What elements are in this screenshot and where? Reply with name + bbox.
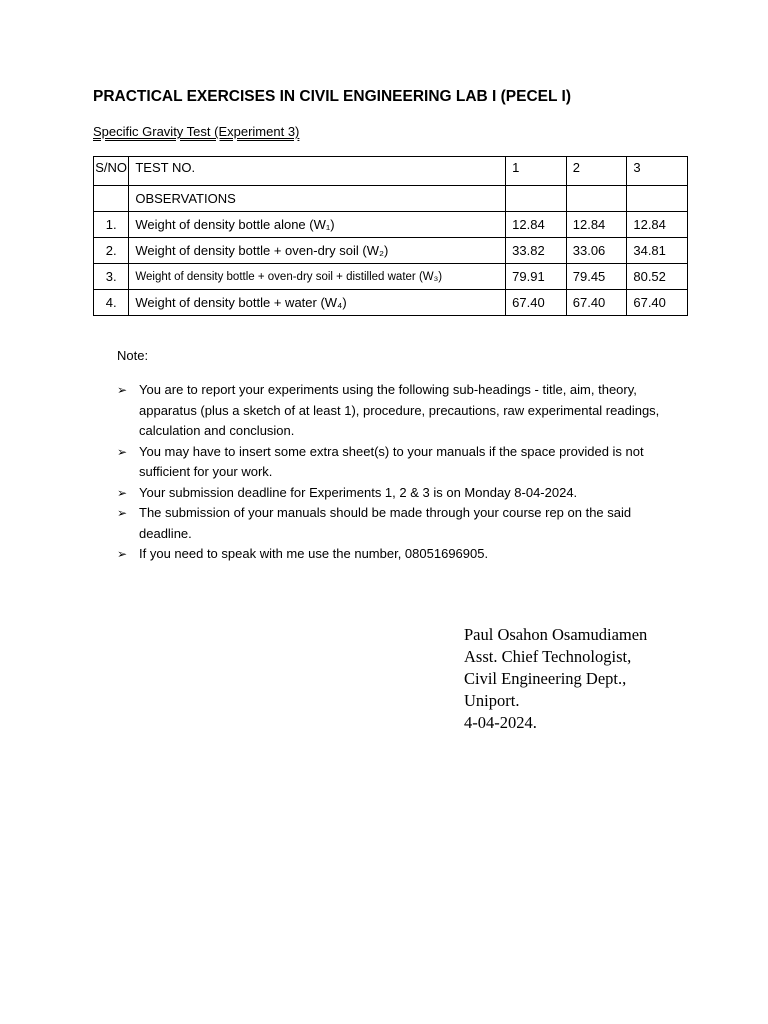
table-header-row xyxy=(94,157,688,186)
arrowhead-bullet-icon: ➢ xyxy=(117,547,128,561)
arrowhead-bullet-icon: ➢ xyxy=(117,485,128,500)
note-text: You are to report your experiments using the following sub-headings - title, aim, theory, apparatus (plus a sketch of at least 1), procedure, precautions, raw experimental readings, calculation and conclusion. xyxy=(139,382,660,438)
note-text: You may have to insert some extra sheet(s) to your manuals if the space provided is not sufficient for your work. xyxy=(139,443,644,479)
header-test-1: 1 xyxy=(506,157,567,186)
table-row xyxy=(94,290,688,316)
list-item xyxy=(117,503,677,544)
row-value-1: 79.91 xyxy=(506,264,567,290)
list-item xyxy=(117,442,677,483)
signature-block xyxy=(464,624,647,734)
table-row xyxy=(94,264,688,290)
list-item xyxy=(117,380,677,442)
signatory-department: Civil Engineering Dept., xyxy=(464,669,627,688)
arrowhead-bullet-icon: ➢ xyxy=(117,444,128,459)
row-value-1: 12.84 xyxy=(506,212,567,238)
row-value-3: 67.40 xyxy=(627,290,688,316)
row-sno: 3. xyxy=(94,264,129,290)
row-description: Weight of density bottle alone (W₁) xyxy=(129,212,506,238)
observations-table xyxy=(93,156,688,316)
row-value-2: 67.40 xyxy=(566,290,627,316)
header-test-2: 2 xyxy=(566,157,627,186)
list-item xyxy=(117,544,677,565)
signature-date: 4-04-2024. xyxy=(464,713,537,732)
row-value-2: 79.45 xyxy=(566,264,627,290)
empty-cell xyxy=(627,186,688,212)
note-label: Note: xyxy=(117,348,149,363)
row-description: Weight of density bottle + oven-dry soil (W₂) xyxy=(129,238,506,264)
table-row xyxy=(94,212,688,238)
signatory-name: Paul Osahon Osamudiamen xyxy=(464,625,648,644)
observations-label-row xyxy=(94,186,688,212)
list-item xyxy=(117,483,677,504)
table-row xyxy=(94,238,688,264)
document-title: PRACTICAL EXERCISES IN CIVIL ENGINEERING LAB I (PECEL I) xyxy=(93,88,571,105)
notes-list xyxy=(117,380,677,565)
note-text: The submission of your manuals should be made through your course rep on the said deadline. xyxy=(139,505,632,541)
signatory-institution: Uniport. xyxy=(464,691,520,710)
row-value-1: 33.82 xyxy=(506,238,567,264)
empty-cell xyxy=(566,186,627,212)
note-text: Your submission deadline for Experiments 1, 2 & 3 is on Monday 8-04-2024. xyxy=(139,484,578,500)
header-sno: S/NO xyxy=(94,157,129,186)
row-value-3: 34.81 xyxy=(627,238,688,264)
document-subtitle: Specific Gravity Test (Experiment 3) xyxy=(93,124,300,139)
signatory-position: Asst. Chief Technologist, xyxy=(464,647,632,666)
row-sno: 2. xyxy=(94,238,129,264)
row-description: Weight of density bottle + oven-dry soil + distilled water (W₃) xyxy=(129,264,506,290)
row-sno: 4. xyxy=(94,290,129,316)
header-test-3: 3 xyxy=(627,157,688,186)
row-value-2: 33.06 xyxy=(566,238,627,264)
row-value-3: 80.52 xyxy=(627,264,688,290)
row-value-3: 12.84 xyxy=(627,212,688,238)
row-value-2: 12.84 xyxy=(566,212,627,238)
row-value-1: 67.40 xyxy=(506,290,567,316)
arrowhead-bullet-icon: ➢ xyxy=(117,383,128,397)
row-sno: 1. xyxy=(94,212,129,238)
row-description: Weight of density bottle + water (W₄) xyxy=(129,290,506,316)
note-text: If you need to speak with me use the number, 08051696905. xyxy=(139,546,489,561)
observations-label: OBSERVATIONS xyxy=(129,186,506,212)
arrowhead-bullet-icon: ➢ xyxy=(117,506,128,520)
empty-cell xyxy=(94,186,129,212)
header-test-no: TEST NO. xyxy=(129,157,506,186)
empty-cell xyxy=(506,186,567,212)
